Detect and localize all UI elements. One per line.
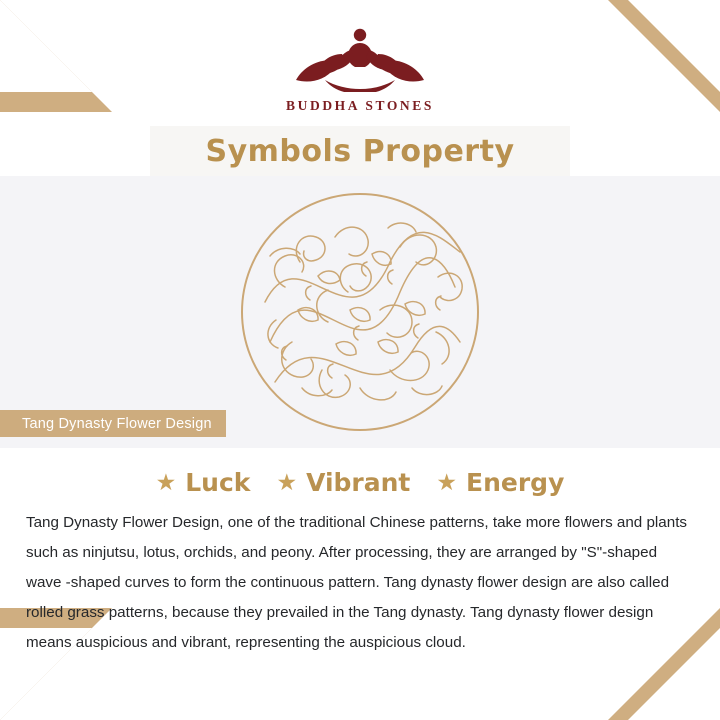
image-caption-label: Tang Dynasty Flower Design	[22, 415, 212, 432]
keyword-item-luck	[156, 468, 251, 497]
image-caption-tab	[0, 410, 226, 437]
tang-flower-medallion	[240, 192, 480, 432]
star-icon: ★	[436, 469, 458, 495]
page-title: Symbols Property	[205, 133, 515, 169]
star-icon: ★	[276, 469, 298, 495]
brand-name: BUDDHA STONES	[286, 98, 434, 113]
description-paragraph: Tang Dynasty Flower Design, one of the traditional Chinese patterns, take more flowers and plants such as ninjutsu, lotus, orchids, and peony. After processing, they are arranged by "S"-shaped wave -shaped curves to form the continuous pattern. Tang dynasty flower design are also called rolled grass patterns, because they prevailed in the Tang dynasty. Tang dynasty flower design means auspicious and vibrant, representing the auspicious cloud.	[26, 514, 688, 651]
title-band	[150, 126, 570, 176]
pattern-image-panel	[0, 176, 720, 448]
keyword-label: Vibrant	[306, 468, 411, 497]
keyword-item-energy	[436, 468, 564, 497]
star-icon: ★	[155, 469, 177, 495]
keyword-label: Energy	[466, 468, 565, 497]
lotus-meditation-icon	[285, 20, 435, 92]
brand-block	[0, 20, 720, 114]
keyword-row	[0, 468, 720, 497]
keyword-item-vibrant	[276, 468, 410, 497]
keyword-label: Luck	[185, 468, 251, 497]
